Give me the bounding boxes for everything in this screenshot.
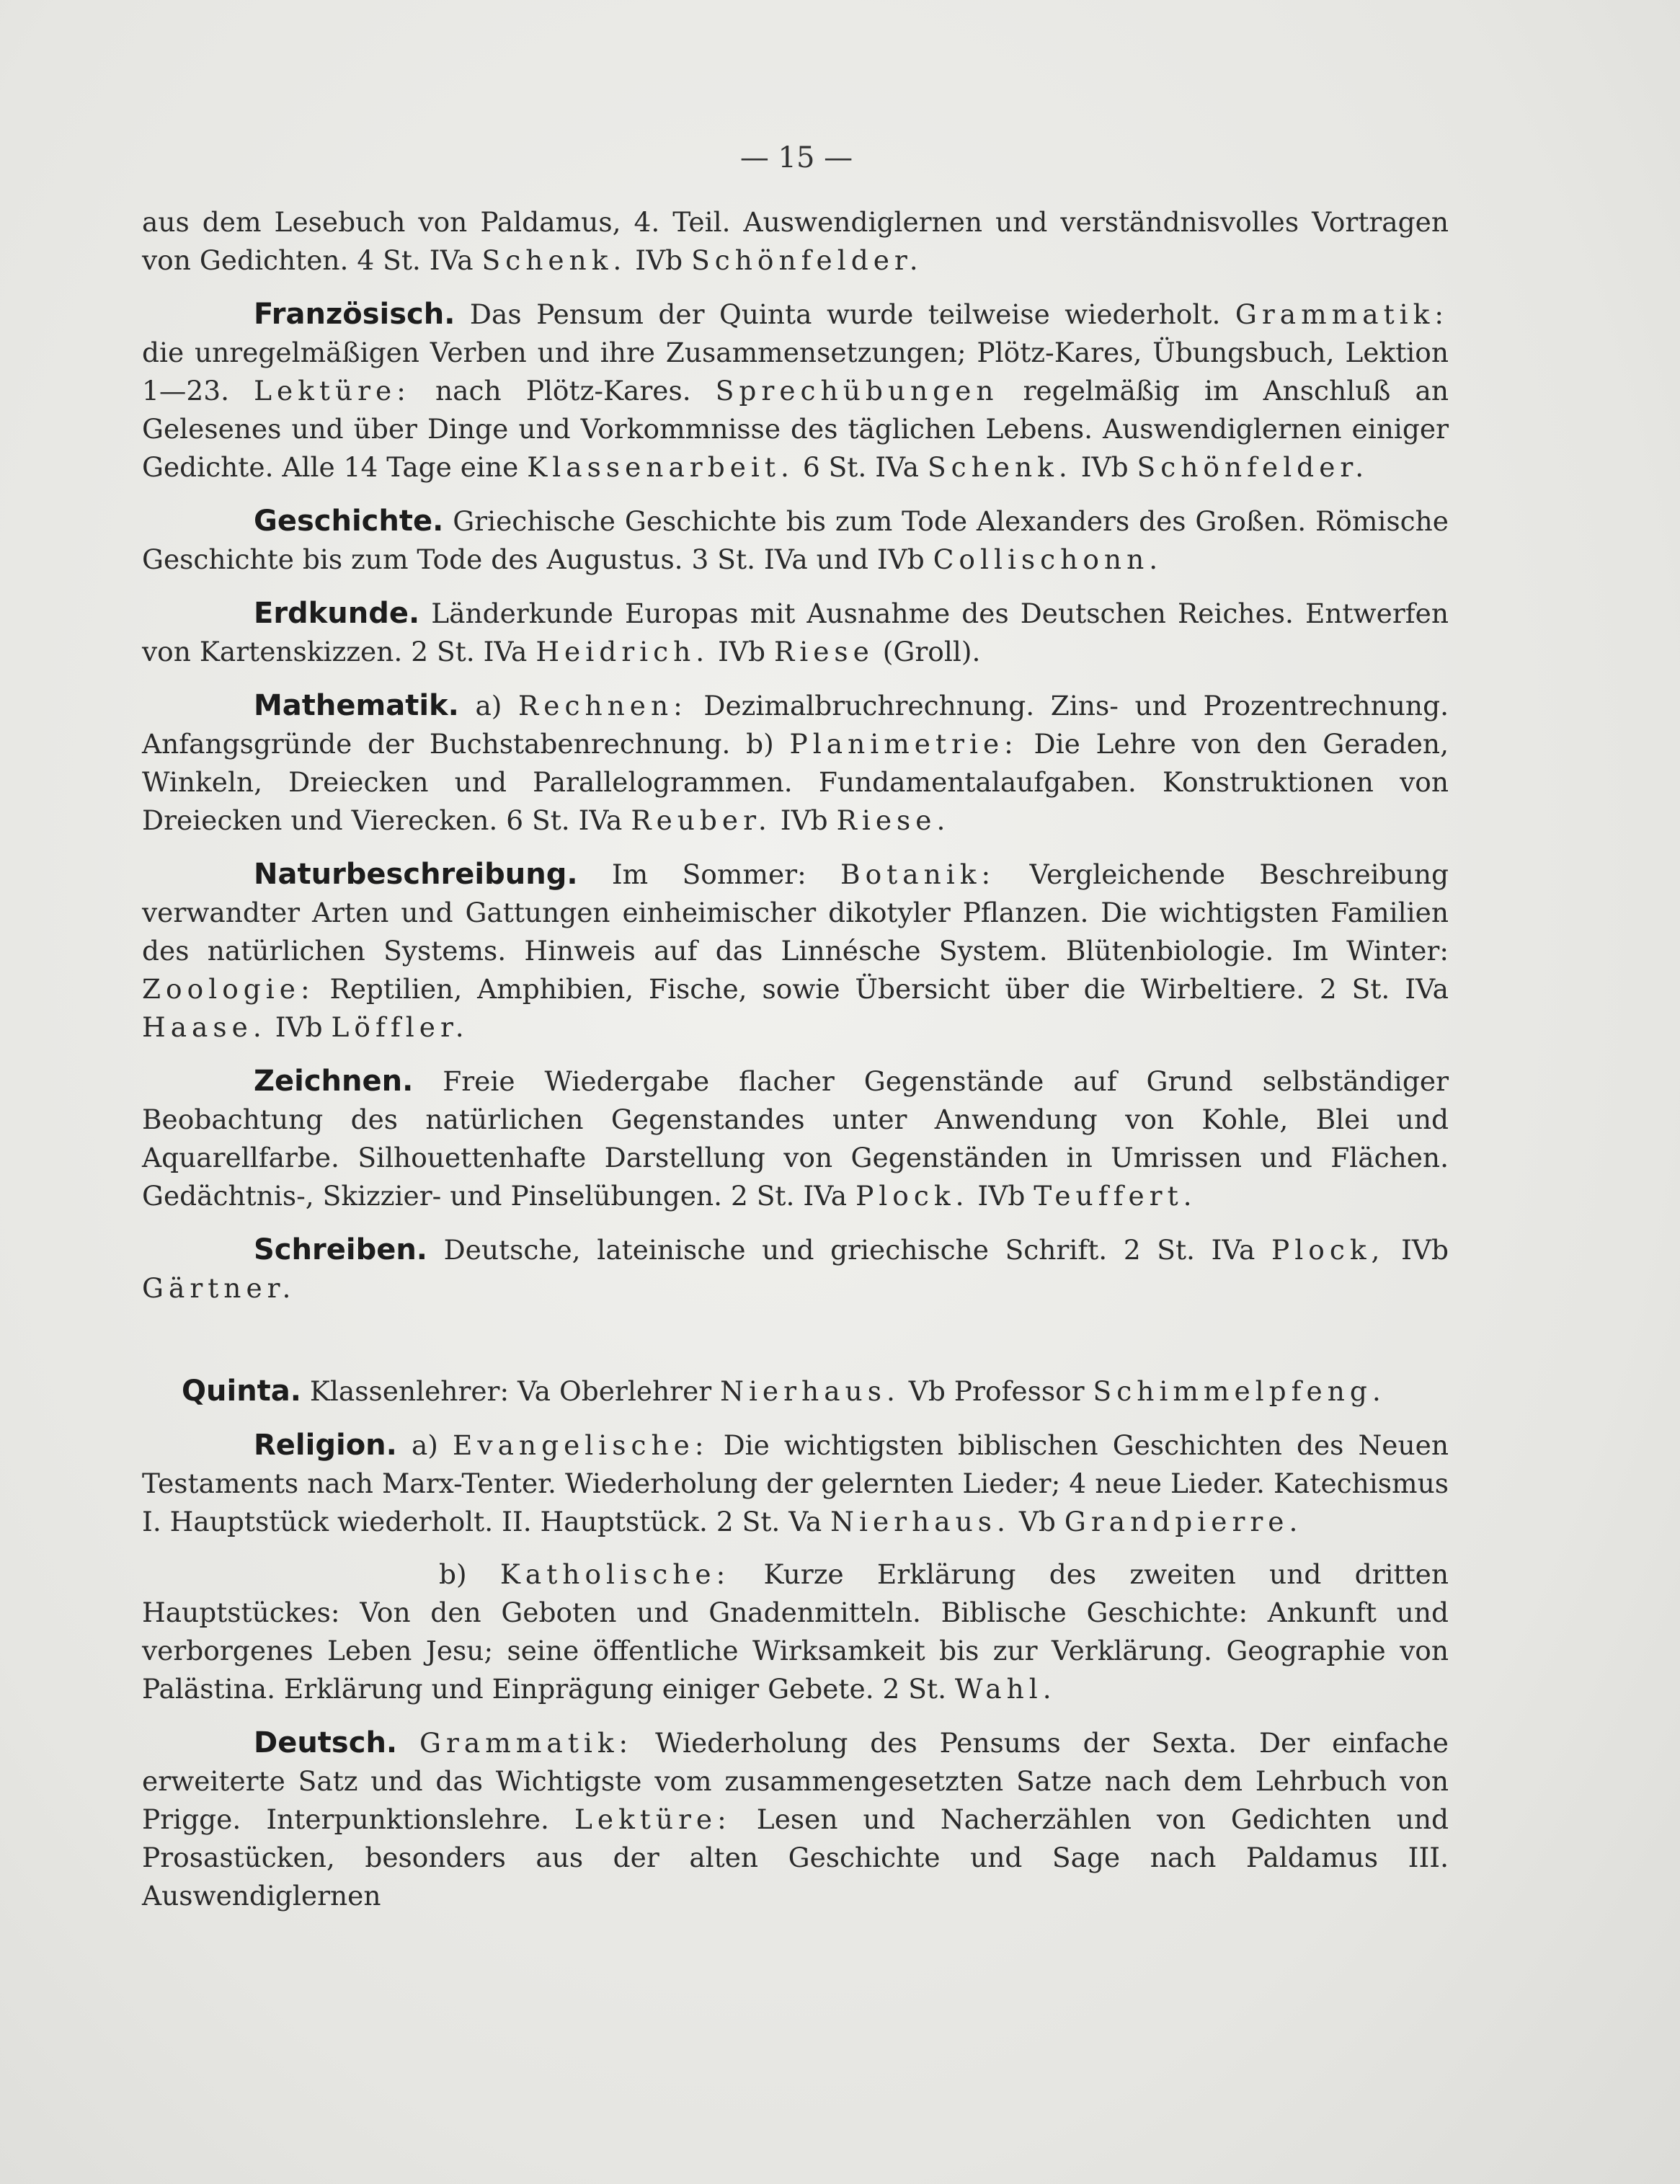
franzoesisch-heading: Französisch.	[254, 298, 455, 331]
erdkunde-paragraph: Erdkunde. Länderkunde Europas mit Ausnahme des Deutschen Reiches. Entwerfen von Kartenskizzen. 2 St. IVa Heidrich. IVb Riese (Groll).	[142, 597, 1449, 667]
section-gap	[142, 1308, 1449, 1372]
franzoesisch-paragraph: Französisch. Das Pensum der Quinta wurde teilweise wiederholt. Grammatik: die unregelmäßigen Verben und ihre Zusammensetzungen; Plötz-Kares, Übungsbuch, Lektion 1—23. Lektüre: nach Plötz-Kares. Sprechübungen regelmäßig im Anschluß an Gelesenes und über Dinge und Vorkommnisse des täglichen Lebens. Auswendiglernen einiger Gedichte. Alle 14 Tage eine Klassenarbeit. 6 St. IVa Schenk. IVb Schönfelder.	[142, 298, 1449, 483]
deutsch-paragraph: Deutsch. Grammatik: Wiederholung des Pensums der Sexta. Der einfache erweiterte Satz und das Wichtigste vom zusammengesetzten Satze nach dem Lehrbuch von Prigge. Interpunktionslehre. Lektüre: Lesen und Nacherzählen von Gedichten und Prosastücken, besonders aus der alten Geschichte und Sage nach Paldamus III. Auswendiglernen	[142, 1726, 1449, 1912]
schreiben-paragraph: Schreiben. Deutsche, lateinische und griechische Schrift. 2 St. IVa Plock, IVb Gärtner.	[142, 1233, 1449, 1304]
zeichnen-heading: Zeichnen.	[254, 1065, 414, 1098]
zeichnen-paragraph: Zeichnen. Freie Wiedergabe flacher Gegenstände auf Grund selbständiger Beobachtung des natürlichen Gegenstandes unter Anwendung von Kohle, Blei und Aquarellfarbe. Silhouettenhafte Darstellung von Gegenständen in Umrissen und Flächen. Gedächtnis-, Skizzier- und Pinselübungen. 2 St. IVa Plock. IVb Teuffert.	[142, 1065, 1449, 1212]
mathematik-paragraph: Mathematik. a) Rechnen: Dezimalbruchrechnung. Zins- und Prozentrechnung. Anfangsgründe der Buchstabenrechnung. b) Planimetrie: Die Lehre von den Geraden, Winkeln, Dreiecken und Parallelogrammen. Fundamentalaufgaben. Konstruktionen von Dreiecken und Vierecken. 6 St. IVa Reuber. IVb Riese.	[142, 689, 1449, 836]
body-text	[142, 203, 1449, 1915]
quinta-paragraph: Quinta. Klassenlehrer: Va Oberlehrer Nierhaus. Vb Professor Schimmelpfeng.	[182, 1375, 1386, 1408]
schreiben-heading: Schreiben.	[254, 1233, 427, 1266]
religion-paragraph: Religion. a) Evangelische: Die wichtigsten biblischen Geschichten des Neuen Testaments nach Marx-Tenter. Wiederholung der gelernten Lieder; 4 neue Lieder. Katechismus I. Hauptstück wiederholt. II. Hauptstück. 2 St. Va Nierhaus. Vb Grandpierre.	[142, 1429, 1449, 1537]
mathematik-heading: Mathematik.	[254, 689, 459, 722]
religion-katholisch-paragraph: b) Katholische: Kurze Erklärung des zweiten und dritten Hauptstückes: Von den Geboten und Gnadenmitteln. Biblische Geschichte: Ankunft und verborgenes Leben Jesu; seine öffentliche Wirksamkeit bis zur Verklärung. Geographie von Palästina. Erklärung und Einprägung einiger Gebete. 2 St. Wahl.	[142, 1558, 1449, 1705]
geschichte-paragraph: Geschichte. Griechische Geschichte bis zum Tode Alexanders des Großen. Römische Geschichte bis zum Tode des Augustus. 3 St. IVa und IVb Collischonn.	[142, 505, 1449, 575]
geschichte-heading: Geschichte.	[254, 505, 444, 538]
naturbeschreibung-heading: Naturbeschreibung.	[254, 858, 578, 891]
page-number: — 15 —	[739, 141, 853, 174]
intro-paragraph: aus dem Lesebuch von Paldamus, 4. Teil. Auswendiglernen und verständnisvolles Vortragen von Gedichten. 4 St. IVa Schenk. IVb Schönfelder.	[142, 206, 1449, 276]
quinta-heading: Quinta.	[182, 1375, 301, 1408]
religion-heading: Religion.	[254, 1429, 397, 1462]
deutsch-heading: Deutsch.	[254, 1726, 398, 1759]
naturbeschreibung-paragraph: Naturbeschreibung. Im Sommer: Botanik: Vergleichende Beschreibung verwandter Arten und Gattungen einheimischer dikotyler Pflanzen. Die wichtigsten Familien des natürlichen Systems. Hinweis auf das Linnésche System. Blütenbiologie. Im Winter: Zoologie: Reptilien, Amphibien, Fische, sowie Übersicht über die Wirbeltiere. 2 St. IVa Haase. IVb Löffler.	[142, 858, 1449, 1043]
erdkunde-heading: Erdkunde.	[254, 597, 420, 630]
